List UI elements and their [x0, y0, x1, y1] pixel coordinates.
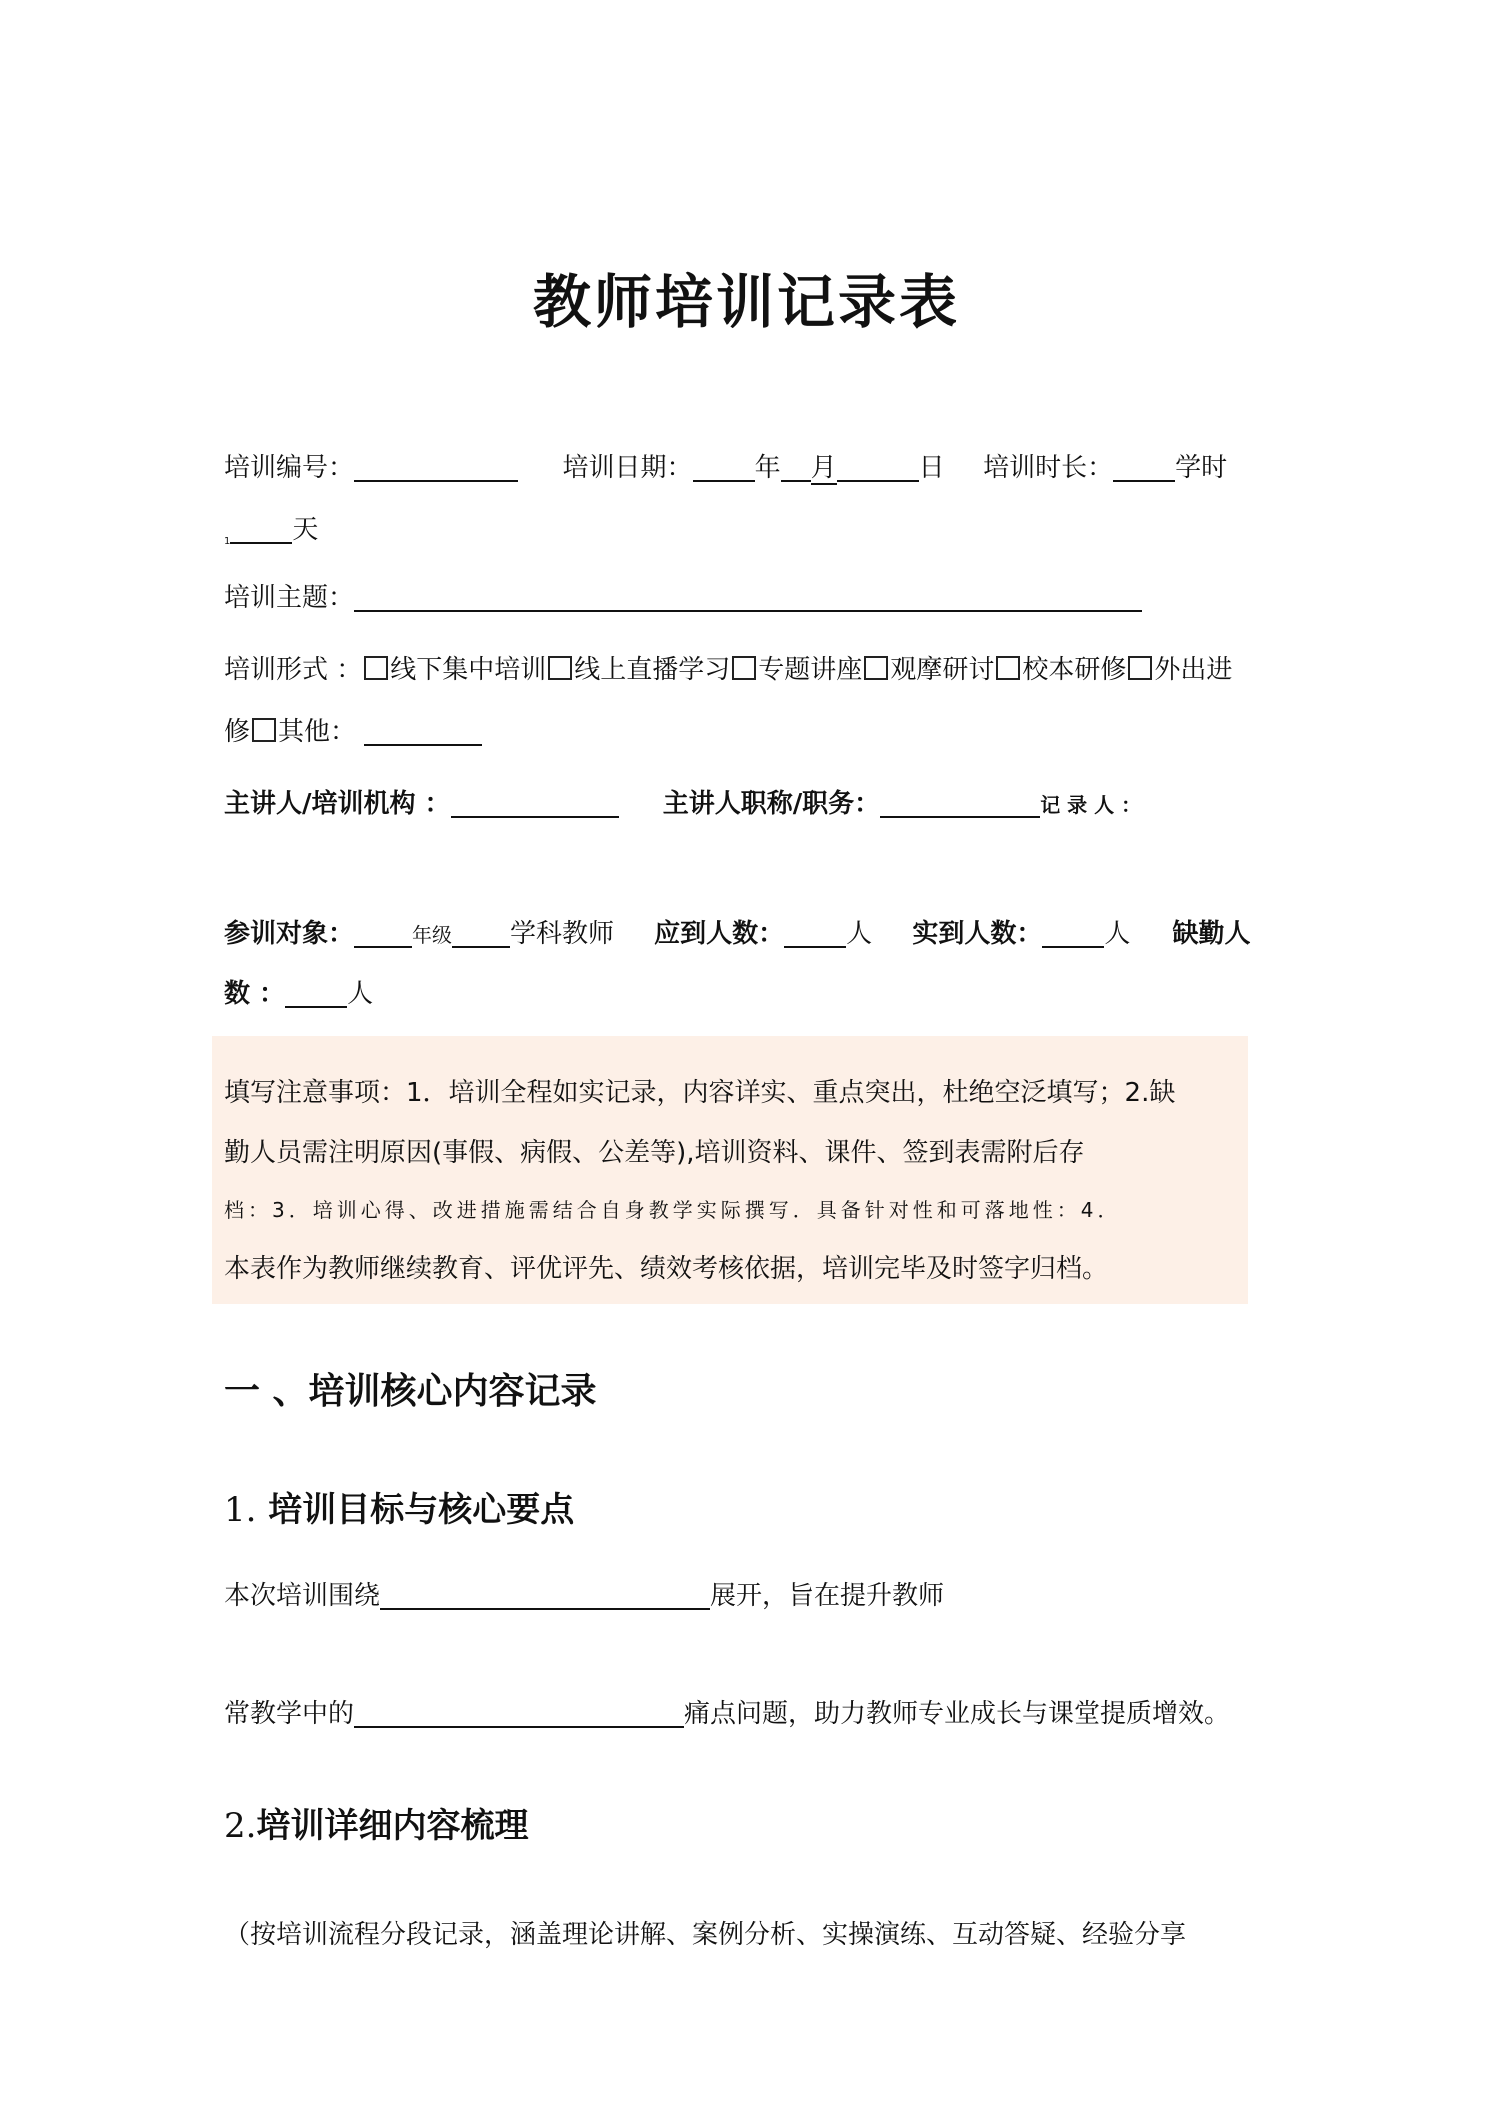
section-heading: 一 、培训核心内容记录 [224, 1371, 597, 1412]
paragraph-2 [224, 1696, 1230, 1730]
form-row-2 [224, 714, 482, 748]
info-row-1 [224, 450, 1227, 484]
checkbox-other[interactable] [252, 718, 276, 742]
subheading-1 [224, 1490, 574, 1531]
hours-field[interactable] [1113, 450, 1175, 482]
speaker-label: 主讲人/培训机构 ： [224, 789, 451, 819]
notice-line-2: 勤人员需注明原因(事假、病假、公差等),培训资料、课件、签到表需附后存 [224, 1138, 1085, 1168]
absent-row [224, 976, 373, 1010]
absent-label: 缺勤人 [1172, 919, 1251, 949]
subheading-2-number: 2. [224, 1806, 257, 1846]
actual-field[interactable] [1042, 916, 1104, 948]
subheading-1-text: 培训目标与核心要点 [268, 1490, 575, 1530]
checkbox-offline[interactable] [364, 656, 388, 680]
notice-line-4: 本表作为教师继续教育、评优评先、绩效考核依据，培训完毕及时签字归档。 [224, 1254, 1109, 1284]
participants-label: 参训对象： [224, 919, 355, 949]
form-online-label: 线上直播学习 [574, 655, 731, 685]
paragraph-2-blank[interactable] [354, 1696, 684, 1728]
notice-line-1: 填写注意事项：1．培训全程如实记录，内容详实、重点突出，杜绝空泛填写；2.缺 [224, 1078, 1176, 1108]
page-title: 教师培训记录表 [532, 268, 960, 336]
actual-label: 实到人数： [912, 919, 1043, 949]
topic-label: 培训主题： [224, 583, 355, 613]
days-field[interactable] [230, 512, 292, 544]
other-field[interactable] [364, 714, 482, 746]
year-label: 年 [754, 453, 781, 483]
speaker-title-label: 主讲人职称/职务： [662, 789, 881, 819]
recorder-label: 记 录 人 ： [1040, 793, 1142, 817]
checkbox-online[interactable] [548, 656, 572, 680]
paragraph-2-after: 痛点问题，助力教师专业成长与课堂提质增效。 [684, 1699, 1231, 1729]
speaker-title-field[interactable] [880, 786, 1040, 818]
form-lecture-label: 专题讲座 [758, 655, 863, 685]
year-field[interactable] [693, 450, 755, 482]
actual-unit: 人 [1104, 919, 1131, 949]
other-label: 其他： [278, 717, 357, 747]
topic-row [224, 580, 1142, 614]
duration-label: 培训时长： [983, 453, 1114, 483]
notice-line-3: 档：3．培训心得、改进措施需结合自身教学实际撰写．具备针对性和可落地性：4． [224, 1198, 1122, 1222]
paragraph-1-after: 展开，旨在提升教师 [710, 1581, 945, 1611]
form-external-label: 外出进 [1154, 655, 1233, 685]
hours-unit: 学时 [1175, 453, 1228, 483]
info-row-2 [224, 512, 318, 548]
training-code-field[interactable] [354, 450, 518, 482]
paragraph-1-blank[interactable] [380, 1578, 710, 1610]
participants-row [224, 916, 1250, 950]
paragraph-3: （按培训流程分段记录，涵盖理论讲解、案例分析、实操演练、互动答疑、经验分享 [224, 1920, 1187, 1950]
absent-field[interactable] [285, 976, 347, 1008]
subheading-1-number: 1. [224, 1490, 257, 1530]
absent-label-2: 数 ： [224, 979, 286, 1009]
form-row [224, 655, 1232, 686]
expected-field[interactable] [784, 916, 846, 948]
expected-unit: 人 [846, 919, 873, 949]
form-external-cont: 修 [224, 717, 251, 747]
absent-unit: 人 [347, 979, 374, 1009]
topic-field[interactable] [354, 580, 1142, 612]
form-school-label: 校本研修 [1022, 655, 1127, 685]
speaker-row [224, 786, 1141, 820]
grade-field[interactable] [354, 916, 412, 948]
subheading-2 [224, 1806, 528, 1847]
month-field[interactable] [837, 450, 919, 482]
paragraph-1 [224, 1578, 944, 1612]
training-code-label: 培训编号： [224, 453, 355, 483]
paragraph-1-before: 本次培训围绕 [224, 1581, 381, 1611]
training-date-label: 培训日期： [562, 453, 693, 483]
expected-label: 应到人数： [654, 919, 785, 949]
form-label: 培训形式 ： [224, 655, 363, 685]
month-field-pre[interactable] [781, 450, 811, 482]
form-observe-label: 观摩研讨 [890, 655, 995, 685]
form-offline-label: 线下集中培训 [390, 655, 547, 685]
speaker-field[interactable] [451, 786, 619, 818]
subject-field[interactable] [452, 916, 510, 948]
month-label: 月 [810, 453, 837, 483]
subheading-2-text: 培训详细内容梳理 [256, 1806, 529, 1846]
checkbox-external[interactable] [1128, 656, 1152, 680]
subject-teacher-label: 学科教师 [510, 919, 615, 949]
checkbox-observe[interactable] [864, 656, 888, 680]
small-mark: 1 [224, 536, 231, 547]
checkbox-school[interactable] [996, 656, 1020, 680]
paragraph-2-before: 常教学中的 [224, 1699, 355, 1729]
days-unit: 天 [292, 515, 319, 545]
checkbox-lecture[interactable] [732, 656, 756, 680]
day-label: 日 [918, 453, 945, 483]
grade-label: 年级 [412, 923, 453, 947]
